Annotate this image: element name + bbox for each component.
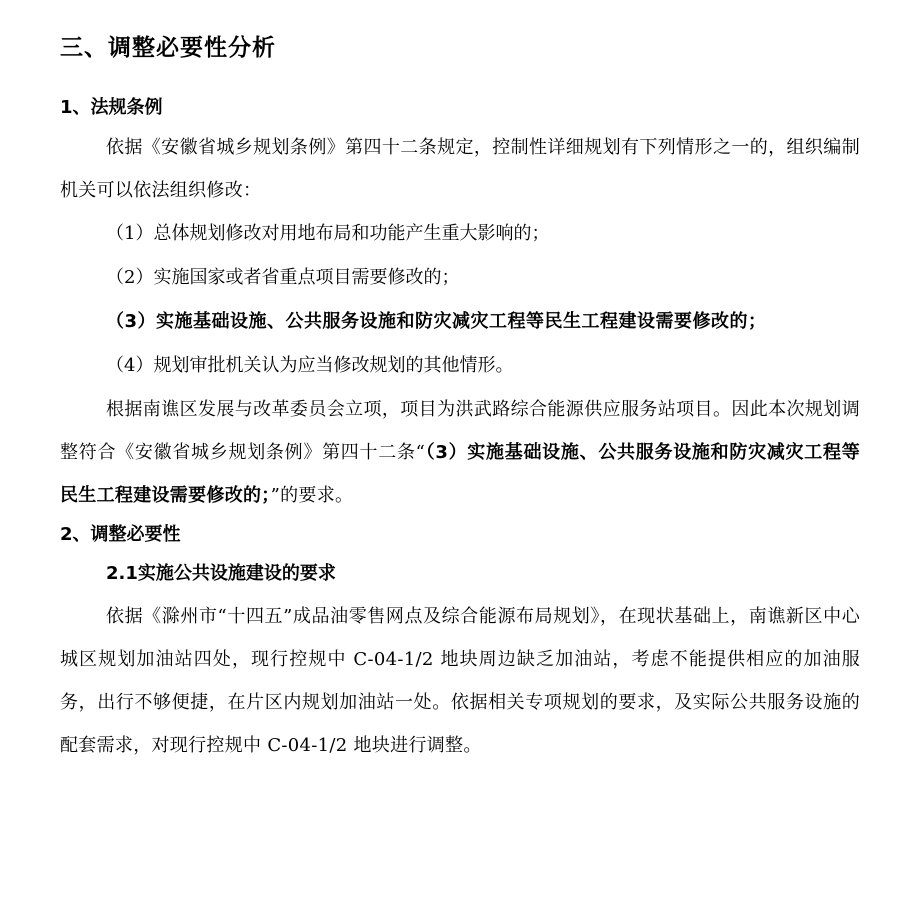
necessity-body-paragraph: 依据《滁州市“十四五”成品油零售网点及综合能源布局规划》，在现状基础上，南谯新区中心城区规划加油站四处，现行控规中 C-04-1/2 地块周边缺乏加油站，考虑不能提供相应的加油服务，出行不够便捷，在片区内规划加油站一处。依据相关专项规划的要求，及实际公共服务设施的配套需求，对现行控规中 C-04-1/2 地块进行调整。 — [60, 606, 860, 756]
regulation-intro-paragraph: 依据《安徽省城乡规划条例》第四十二条规定，控制性详细规划有下列情形之一的，组织编制机关可以依法组织修改： — [60, 137, 860, 201]
conclusion-text-tail: ”的要求。 — [270, 485, 354, 506]
subsection-heading-regulations: 1、法规条例 — [60, 97, 163, 118]
regulation-item-1: （1）总体规划修改对用地布局和功能产生重大影响的； — [106, 223, 550, 244]
document-body — [60, 28, 860, 767]
sub-subsection-heading-public-facilities: 2.1实施公共设施建设的要求 — [106, 563, 336, 584]
conclusion-text-bold: （3）实施基础设施、公共服务设施和防灾减灾工程等民生工程建设需要修改的； — [60, 442, 860, 506]
regulation-item-2: （2）实施国家或者省重点项目需要修改的； — [106, 267, 460, 288]
conclusion-paragraph — [60, 388, 860, 517]
regulation-item-3: （3）实施基础设施、公共服务设施和防灾减灾工程等民生工程建设需要修改的； — [106, 311, 767, 332]
subsection-heading-necessity: 2、调整必要性 — [60, 524, 181, 545]
regulation-item-4: （4）规划审批机关认为应当修改规划的其他情形。 — [106, 355, 514, 376]
conclusion-text-lead: 根据南谯区发展与改革委员会立项，项目为洪武路综合能源供应服务站项目。因此本次规划调整符合《安徽省城乡规划条例》第四十二条“ — [60, 399, 860, 463]
section-title: 三、调整必要性分析 — [60, 35, 276, 61]
